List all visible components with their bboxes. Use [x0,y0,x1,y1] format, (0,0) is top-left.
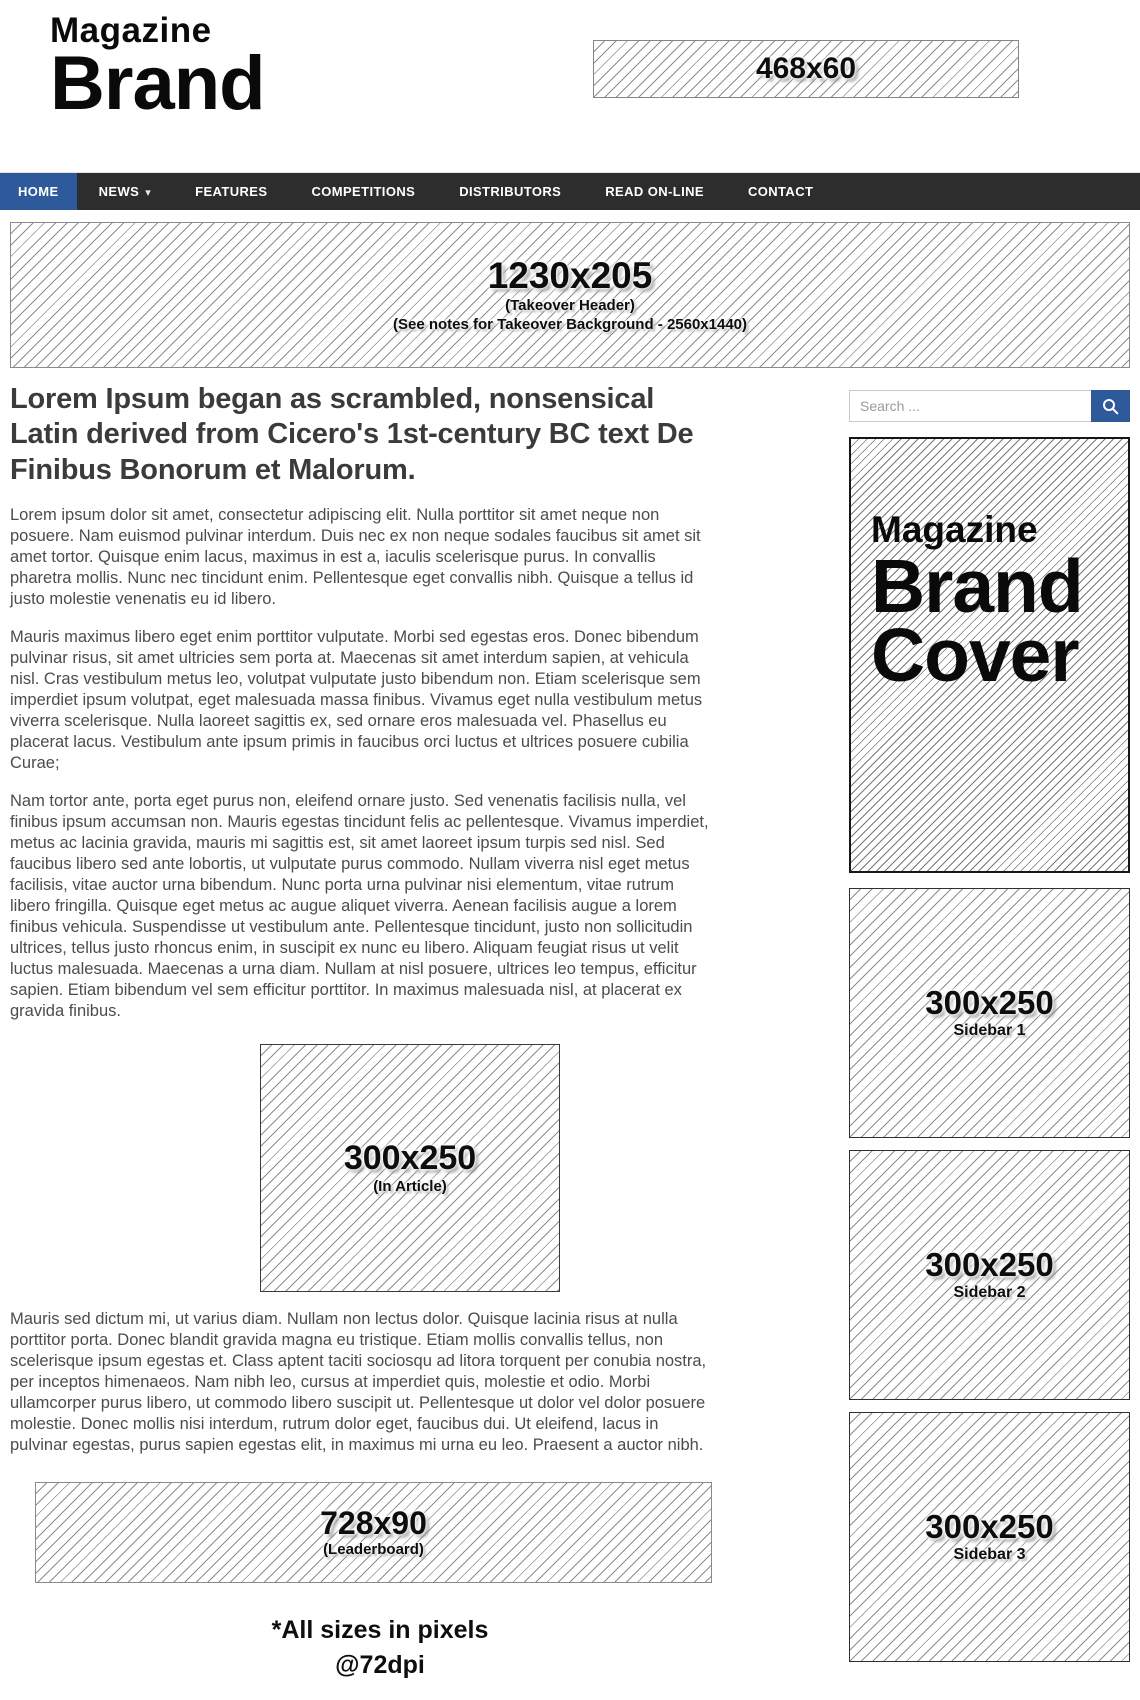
ad-placeholder-leaderboard [35,1482,712,1583]
ad-type-label: (Takeover Header) [505,297,635,315]
nav-label: CONTACT [747,184,814,199]
article-paragraph: Lorem ipsum dolor sit amet, consectetur adipiscing elit. Nulla porttitor sit amet neque non posuere. Nam euismod pulvinar interdum. Duis nec ex non neque sodales faucibus sit amet sit amet tortor. Quisque enim lacus, maximus in est a, iaculis scelerisque purus. In convallis pharetra mollis. Nunc nec tincidunt enim. Pellentesque eget convallis nibh. Quisque a tellus id justo molestie venenatis eu id libero. [10,506,701,609]
article-paragraph: Mauris sed dictum mi, ut varius diam. Nullam non lectus dolor. Quisque lacinia risus at nulla porttitor porta. Donec blandit gravida magna eu tristique. Etiam mollis convallis tellus, non scelerisque ipsum egestas et. Class aptent taciti sociosqu ad litora torquent per conubia nostra, per inceptos himenaeos. Nam nibh leo, cursus at imperdiet quis, molestie et odio. Morbi ullamcorper purus libero, ut commodo libero suscipit ut. Pellentesque ut dolor vel dolor posuere molestie. Donec mollis nisi interdum, rutrum dolor eget, faucibus dui. Ut eleifend, lacus in pulvinar egestas, purus sapien egestas elit, in maximus mi urna eu leo. Praesent a auctor nibh. [10,1310,707,1455]
main-navigation [0,172,1140,210]
sidebar-column [849,368,1130,1662]
search-button[interactable] [1091,390,1130,422]
ad-size-label: 300x250 [925,984,1054,1022]
search-input[interactable] [849,390,1091,422]
footnote-line1: *All sizes in pixels [271,1616,489,1645]
footnote-line2: @72dpi [335,1651,425,1680]
cover-line-magazine: Magazine [871,509,1038,550]
nav-item-distributors[interactable] [437,173,583,210]
cover-line-brand: Brand [871,543,1083,628]
ad-type-label: (Leaderboard) [323,1540,424,1558]
ad-placeholder-in-article [260,1044,560,1292]
ad-placeholder-sidebar-3 [849,1412,1130,1662]
ad-type-label: Sidebar 2 [953,1283,1026,1301]
article-paragraph: Nam tortor ante, porta eget purus non, eleifend ornare justo. Sed venenatis facilisis nulla, vel finibus ipsum accumsan non. Mauris egestas tincidunt felis ac pellentesque. Vivamus imperdiet, metus ac lacinia gravida, mauris mi sagittis est, sit amet laoreet ipsum turpis sed nisl. Sed faucibus libero sed ante lobortis, ut vulputate purus commodo. Nullam viverra nisl eget metus facilisis, vitae auctor urna bibendum. Nunc porta urna pulvinar nisi elementum, vitae rutrum libero fringilla. Quisque eget metus ac augue aliquet viverra. Aenean facilisis augue a lorem finibus vehicula. Suspendisse ut vestibulum ante. Pellentesque tincidunt, justo non sollicitudin ultrices, tellus justo rhoncus enim, in suscipit ex nunc eu libero. Aliquam feugiat risus ut velit luctus malesuada. Maecenas a urna diam. Nullam at nisl posuere, ultrices leo tempus, efficitur sapien. Etiam bibendum vel sem efficitur porttitor. In maximus malesuada nisl, at placerat ex gravida finibus. [10,792,709,1021]
ad-placeholder-sidebar-2 [849,1150,1130,1400]
ad-placeholder-sidebar-1 [849,888,1130,1138]
ad-placeholder-468x60 [593,40,1019,98]
nav-item-news[interactable] [77,173,174,210]
nav-label: COMPETITIONS [311,184,416,199]
nav-label: DISTRIBUTORS [459,184,562,199]
logo-line-magazine: Magazine [50,11,212,50]
nav-item-competitions[interactable] [289,173,437,210]
ad-size-label: 300x250 [925,1508,1054,1546]
magazine-cover-placeholder [849,437,1130,873]
ad-type-label: (In Article) [373,1177,447,1195]
nav-label: NEWS [98,184,140,199]
article-headline: Lorem Ipsum began as scrambled, nonsensical Latin derived from Cicero's 1st-century BC text De Finibus Bonorum et Malorum. [10,383,694,486]
nav-item-home[interactable] [0,173,77,210]
nav-label: HOME [18,184,59,199]
nav-item-features[interactable] [173,173,289,210]
search-widget [849,390,1130,422]
site-logo [50,11,265,126]
ad-size-label: 300x250 [925,1246,1054,1284]
ad-size-label: 1230x205 [487,254,653,296]
ad-size-label: 300x250 [343,1139,477,1178]
ad-placeholder-takeover-header [10,222,1130,368]
main-content [0,368,1140,1683]
logo-line-brand: Brand [50,40,265,126]
article-column [10,368,717,1683]
search-icon [1102,398,1119,415]
nav-label: FEATURES [195,184,268,199]
sizes-footnote [10,1613,750,1683]
ad-note-label: (See notes for Takeover Background - 2560x1440) [392,316,748,334]
chevron-down-icon: ▾ [145,187,152,199]
page-header [0,0,1140,172]
cover-line-cover: Cover [871,613,1079,698]
article-paragraph: Mauris maximus libero eget enim porttitor vulputate. Morbi sed egestas eros. Donec bibendum pulvinar risus, sit amet ultricies sem porta at. Maecenas sit amet interdum sapien, at vehicula nisl. Cras vestibulum metus leo, volutpat vulputate justo bibendum non. Etiam scelerisque sem imperdiet ipsum volutpat, eget malesuada massa finibus. Vivamus eget nulla vestibulum metus viverra scelerisque. Nulla laoreet sagittis ex, sed ornare eros malesuada vel. Phasellus eu placerat lacus. Vestibulum ante ipsum primis in faucibus orci luctus et ultrices posuere cubilia Curae; [10,628,703,773]
ad-size-label: 468x60 [755,52,857,86]
nav-item-read-online[interactable] [583,173,726,210]
ad-type-label: Sidebar 1 [953,1021,1026,1039]
ad-size-label: 728x90 [320,1505,427,1542]
ad-type-label: Sidebar 3 [953,1545,1026,1563]
nav-label: READ ON-LINE [605,184,704,199]
nav-item-contact[interactable] [726,173,835,210]
